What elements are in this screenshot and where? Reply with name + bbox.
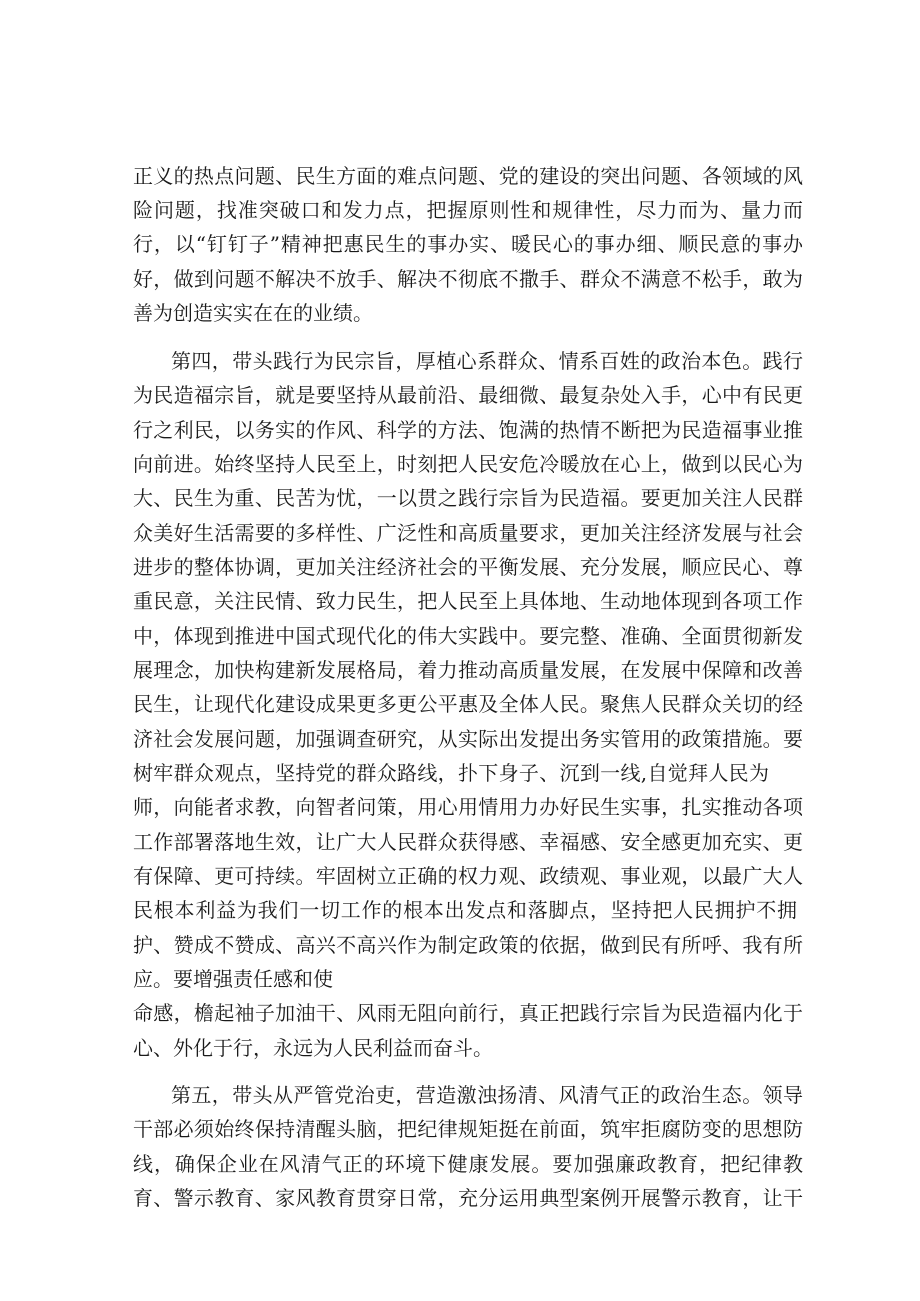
text-line: 树牢群众观点，坚持党的群众路线，扑下身子、沉到一线,自觉拜人民为: [133, 761, 769, 785]
text-line: 行之利民，以务实的作风、科学的方法、饱满的热情不断把为民造福事业推: [133, 418, 803, 442]
text-line: 线，确保企业在风清气正的环境下健康发展。要加强廉政教育，把纪律教: [133, 1152, 803, 1176]
text-line: 工作部署落地生效，让广大人民群众获得感、幸福感、安全感更加充实、更: [133, 830, 803, 854]
text-line: 好，做到问题不解决不放手、解决不彻底不撒手、群众不满意不松手，敢为: [133, 267, 803, 291]
text-line: 干部必须始终保持清醒头脑，把纪律规矩挺在前面，筑牢拒腐防变的思想防: [133, 1117, 803, 1141]
text-line: 济社会发展问题，加强调查研究，从实际出发提出务实管用的政策措施。要: [133, 727, 803, 751]
text-line: 为民造福宗旨，就是要坚持从最前沿、最细微、最复杂处入手，心中有民更: [133, 383, 803, 407]
text-line: 展理念，加快构建新发展格局，着力推动高质量发展，在发展中保障和改善: [133, 658, 803, 682]
text-line: 行，以“钉钉子”精神把惠民生的事办实、暖民心的事办细、顺民意的事办: [133, 232, 803, 256]
text-line: 命感，檐起袖子加油干、风雨无阻向前行，真正把践行宗旨为民造福内化于: [133, 1001, 803, 1025]
text-line: 民生，让现代化建设成果更多更公平惠及全体人民。聚焦人民群众关切的经: [133, 692, 803, 716]
text-line: 民根本利益为我们一切工作的根本出发点和落脚点，坚持把人民拥护不拥: [133, 898, 797, 922]
text-line: 重民意，关注民情、致力民生，把人民至上具体地、生动地体现到各项工作: [133, 589, 803, 613]
text-line: 第四，带头践行为民宗旨，厚植心系群众、情系百姓的政治本色。践行: [171, 349, 803, 373]
text-line: 师，向能者求教，向智者问策，用心用情用力办好民生实事，扎实推动各项: [133, 795, 803, 819]
text-line: 进步的整体协调，更加关注经济社会的平衡发展、充分发展，顺应民心、尊: [133, 555, 803, 579]
text-line: 心、外化于行，永远为人民利益而奋斗。: [133, 1036, 493, 1060]
text-line: 善为创造实实在在的业绩。: [133, 301, 373, 325]
text-line: 有保障、更可持续。牢固树立正确的权力观、政绩观、事业观，以最广大人: [133, 864, 803, 888]
text-line: 众美好生活需要的多样性、广泛性和高质量要求，更加关注经济发展与社会: [133, 521, 803, 545]
text-line: 中，体现到推进中国式现代化的伟大实践中。要完整、准确、全面贯彻新发: [133, 624, 803, 648]
text-line: 第五，带头从严管党治吏，营造激浊扬清、风清气正的政治生态。领导: [171, 1083, 803, 1107]
text-line: 向前进。始终坚持人民至上，时刻把人民安危冷暖放在心上，做到以民心为: [133, 452, 803, 476]
text-line: 险问题，找准突破口和发力点，把握原则性和规律性，尽力而为、量力而: [133, 198, 803, 222]
text-line: 育、警示教育、家风教育贯穿日常，充分运用典型案例开展警示教育，让干: [133, 1186, 803, 1210]
text-line: 护、赞成不赞成、高兴不高兴作为制定政策的依据，做到民有所呼、我有所: [133, 933, 803, 957]
text-line: 正义的热点问题、民生方面的难点问题、党的建设的突出问题、各领域的风: [133, 164, 803, 188]
text-line: 应。要增强责任感和使: [133, 967, 333, 991]
text-line: 大、民生为重、民苦为忧，一以贯之践行宗旨为民造福。要更加关注人民群: [133, 486, 803, 510]
